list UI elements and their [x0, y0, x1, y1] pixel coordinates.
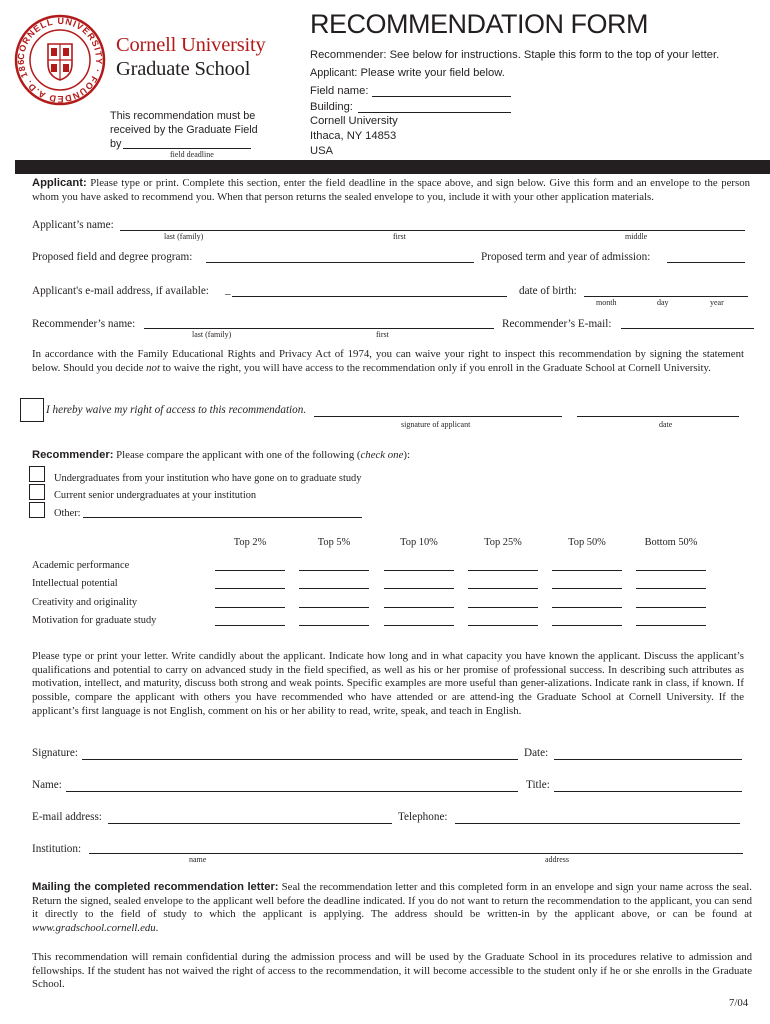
criterion-motivation: Motivation for graduate study	[32, 615, 157, 626]
rating-line[interactable]	[215, 607, 285, 608]
recommender-section-lead: Recommender:	[32, 449, 114, 461]
option-label-1: Undergraduates from your institution who have gone on to graduate study	[54, 473, 362, 484]
rating-line[interactable]	[552, 607, 622, 608]
telephone-input-line[interactable]	[455, 823, 740, 824]
field-deadline-input-line[interactable]	[123, 148, 251, 149]
header-divider-bar	[15, 160, 770, 174]
deadline-line-1: This recommendation must be	[110, 110, 256, 122]
recommender-section-emph: check one	[360, 449, 404, 461]
letter-instructions: Please type or print your letter. Write candidly about the applicant. Indicate how long and in what capacity you have known the applicant. Discuss the applicant’s qualifications and potential to carry on advanced study in the field specified, as well as his or her promise of professional success. In describing such attributes as motivation, intellect, and maturity, discuss both strong and weak points. Specific examples are more useful than gener-alizations. Indicate rank in class, if known. If possible, compare the applicant with others you have recommended who have attended or are attend-ing the Graduate School at Cornell University. If the applicant’s first language is not English, comment on his or her ability to read, write, speak, and teach in English.	[32, 650, 744, 717]
applicant-instructions-label: Applicant:	[310, 67, 358, 79]
institution-sub-address: address	[545, 855, 569, 864]
rating-header-top-10: Top 10%	[400, 537, 438, 548]
option-checkbox-1[interactable]	[29, 466, 45, 482]
rating-line[interactable]	[552, 588, 622, 589]
deadline-line-3: by	[110, 138, 122, 150]
recommender-name-label: Recommender’s name:	[32, 318, 136, 330]
date-label: Date:	[524, 747, 549, 759]
address-line-1: Cornell University	[310, 115, 398, 127]
applicant-section-instructions	[32, 177, 750, 204]
recommender-instructions-label: Recommender:	[310, 49, 387, 61]
waiver-sub-signature: signature of applicant	[401, 420, 471, 429]
field-name-label: Field name:	[310, 85, 369, 97]
institution-label: Institution:	[32, 843, 82, 855]
dob-sub-day: day	[657, 298, 669, 307]
email-label: E-mail address:	[32, 811, 102, 823]
building-label: Building:	[310, 101, 353, 113]
rating-line[interactable]	[215, 570, 285, 571]
logo-school: Graduate School	[116, 58, 251, 80]
waiver-signature-input-line[interactable]	[314, 416, 562, 417]
recommender-section-text-before: Please compare the applicant with one of the following (	[116, 449, 361, 461]
rating-line[interactable]	[636, 588, 706, 589]
institution-sub-name: name	[189, 855, 207, 864]
email-input-line[interactable]	[108, 823, 392, 824]
rating-line[interactable]	[215, 625, 285, 626]
recommender-email-input-line[interactable]	[621, 328, 754, 329]
criterion-creativity-originality: Creativity and originality	[32, 597, 138, 608]
dob-sub-month: month	[596, 298, 617, 307]
field-deadline-sub: field deadline	[170, 150, 214, 159]
applicant-section-lead: Applicant:	[32, 177, 87, 189]
ferpa-text-after: to waive the right, you will have access to the recommendation only if you enroll in the Graduate School at Cornell University.	[162, 361, 711, 374]
rating-line[interactable]	[468, 588, 538, 589]
mailing-url-link[interactable]: www.gradschool.cornell.edu	[32, 922, 156, 935]
recommender-name-sub-last: last (family)	[192, 330, 232, 339]
field-name-input-line[interactable]	[372, 96, 511, 97]
rating-line[interactable]	[636, 607, 706, 608]
rating-header-top-25: Top 25%	[484, 537, 522, 548]
recommender-instructions-text: See below for instructions. Staple this form to the top of your letter.	[389, 49, 720, 61]
applicant-instructions	[310, 67, 505, 79]
dob-sub-year: year	[710, 298, 724, 307]
rating-header-top-50: Top 50%	[568, 537, 606, 548]
name-input-line[interactable]	[66, 791, 518, 792]
proposed-program-label: Proposed field and degree program:	[32, 251, 193, 263]
rating-line[interactable]	[468, 625, 538, 626]
rating-line[interactable]	[215, 588, 285, 589]
applicant-email-prefix: _	[225, 284, 231, 296]
option-other-input-line[interactable]	[83, 517, 362, 518]
applicant-name-input-line[interactable]	[120, 230, 745, 231]
signature-input-line[interactable]	[82, 759, 518, 760]
proposed-program-input-line[interactable]	[206, 262, 474, 263]
confidentiality-paragraph: This recommendation will remain confidential during the admission process and will be used by the Graduate School in its procedures relative to admission and fellowships. If the student has not waived the right of access to the recommendation, it will become accessible to the student only if he or she enrolls in the Graduate School.	[32, 951, 752, 991]
applicant-section-text: Please type or print. Complete this section, enter the field deadline in the space above, and sign below. Give this form and an envelope to the person whom you have asked to recommend you. When that person returns the sealed envelope to you, include it with your other application materials.	[32, 177, 750, 203]
rating-line[interactable]	[468, 607, 538, 608]
mailing-lead: Mailing the completed recommendation letter:	[32, 881, 279, 893]
building-input-line[interactable]	[358, 112, 511, 113]
criterion-intellectual-potential: Intellectual potential	[32, 578, 118, 589]
footer-date-code: 7/04	[729, 997, 749, 1009]
rating-line[interactable]	[299, 625, 369, 626]
form-title: RECOMMENDATION FORM	[310, 9, 648, 39]
proposed-term-input-line[interactable]	[667, 262, 745, 263]
date-input-line[interactable]	[554, 759, 742, 760]
rating-line[interactable]	[552, 625, 622, 626]
rating-line[interactable]	[299, 607, 369, 608]
title-input-line[interactable]	[554, 791, 742, 792]
rating-line[interactable]	[552, 570, 622, 571]
title-label: Title:	[526, 779, 550, 791]
recommender-section-intro	[32, 449, 410, 461]
address-line-3: USA	[310, 145, 334, 157]
criterion-academic-performance: Academic performance	[32, 560, 130, 571]
ferpa-paragraph	[32, 348, 744, 375]
applicant-email-label: Applicant's e-mail address, if available:	[32, 285, 209, 297]
rating-line[interactable]	[468, 570, 538, 571]
deadline-line-2: received by the Graduate Field	[110, 124, 258, 136]
applicant-name-sub-last: last (family)	[164, 232, 204, 241]
waiver-statement: I hereby waive my right of access to this recommendation.	[46, 404, 307, 416]
mailing-paragraph	[32, 881, 752, 936]
institution-input-line[interactable]	[89, 853, 743, 854]
date-of-birth-input-line[interactable]	[584, 296, 748, 297]
rating-line[interactable]	[636, 625, 706, 626]
waiver-checkbox[interactable]	[20, 398, 44, 422]
address-line-2: Ithaca, NY 14853	[310, 130, 397, 142]
cornell-seal	[14, 14, 106, 106]
applicant-instructions-text: Please write your field below.	[360, 67, 505, 79]
option-label-3: Other:	[54, 508, 81, 519]
telephone-label: Telephone:	[398, 811, 448, 823]
rating-line[interactable]	[384, 588, 454, 589]
recommender-instructions	[310, 49, 719, 61]
waiver-date-input-line[interactable]	[577, 416, 739, 417]
applicant-name-sub-middle: middle	[625, 232, 648, 241]
applicant-name-sub-first: first	[393, 232, 406, 241]
mailing-text-after: .	[155, 922, 159, 935]
rating-line[interactable]	[299, 588, 369, 589]
ferpa-emph: not	[146, 361, 160, 374]
waiver-sub-date: date	[659, 420, 673, 429]
applicant-name-label: Applicant’s name:	[32, 219, 114, 231]
rating-header-top-2: Top 2%	[233, 537, 267, 548]
rating-header-bottom-50: Bottom 50%	[644, 537, 698, 548]
proposed-term-label: Proposed term and year of admission:	[481, 251, 651, 263]
logo-university: Cornell University	[116, 34, 266, 56]
recommender-email-label: Recommender’s E-mail:	[502, 318, 612, 330]
rating-line[interactable]	[636, 570, 706, 571]
date-of-birth-label: date of birth:	[519, 285, 577, 297]
recommender-name-sub-first: first	[376, 330, 389, 339]
rating-header-top-5: Top 5%	[317, 537, 351, 548]
name-label: Name:	[32, 779, 62, 791]
svg-text:CORNELL UNIVERSITY · FOUNDED A: CORNELL UNIVERSITY · FOUNDED A.D. 186	[15, 15, 105, 105]
mailing-text-before: Seal the recommendation letter and this completed form in an envelope and sign your name across the seal. Return the signed, sealed envelope to the applicant well before the deadline indicated. If you do not want to return the recommendation to the applicant, you can send it directly to the field of study to which the applicant is applying. The address should be written-in by the applicant above, or can be found at	[32, 881, 752, 921]
rating-line[interactable]	[384, 570, 454, 571]
rating-line[interactable]	[299, 570, 369, 571]
applicant-email-input-line[interactable]	[232, 296, 507, 297]
recommender-name-input-line[interactable]	[144, 328, 494, 329]
option-label-2: Current senior undergraduates at your institution	[54, 490, 257, 501]
rating-line[interactable]	[384, 607, 454, 608]
option-checkbox-3[interactable]	[29, 502, 45, 518]
seal-icon	[14, 14, 106, 106]
rating-line[interactable]	[384, 625, 454, 626]
option-checkbox-2[interactable]	[29, 484, 45, 500]
ferpa-text-before: In accordance with the Family Educational Rights and Privacy Act of 1974, you can waive your right to inspect this recommendation by signing the statement below. Should you decide	[32, 348, 744, 374]
recommender-section-text-after: ):	[403, 449, 410, 461]
signature-label: Signature:	[32, 747, 78, 759]
